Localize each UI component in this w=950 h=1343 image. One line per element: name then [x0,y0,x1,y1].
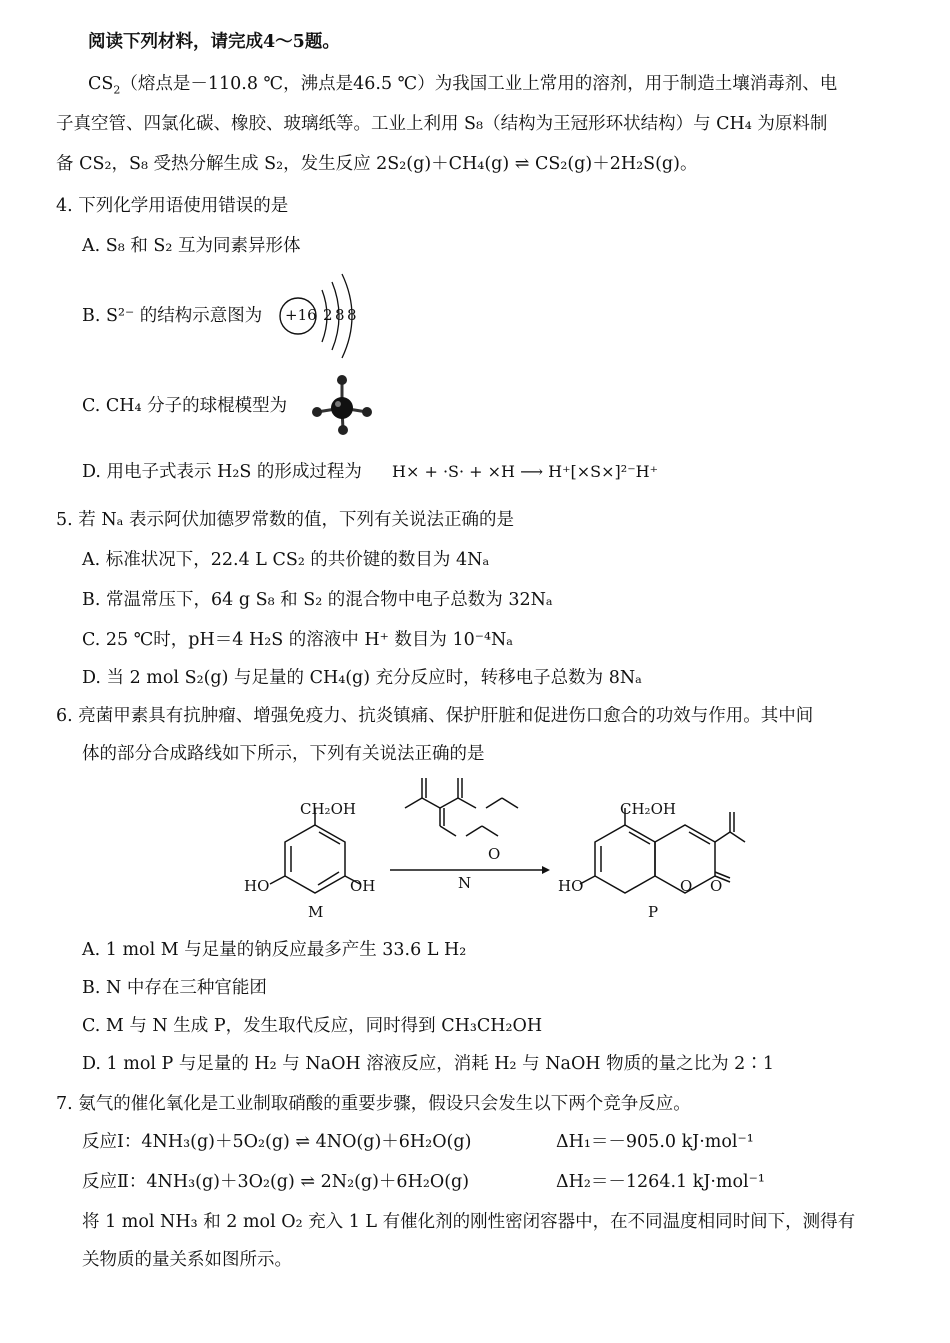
p-ring-o-label: O [680,877,693,895]
reaction-1-enthalpy: ΔH₁＝－905.0 kJ·mol⁻¹ [556,1132,754,1152]
intro-line-3: 备 CS₂，S₈ 受热分解生成 S₂，发生反应 2S₂(g)＋CH₄(g) ⇌ CS₂(g)＋2H₂S(g)。 [56,154,698,174]
compound-n-structure [405,778,518,836]
q4-option-d: D. 用电子式表示 H₂S 的形成过程为 [82,462,362,482]
q7-paragraph-line-1: 将 1 mol NH₃ 和 2 mol O₂ 充入 1 L 有催化剂的刚性密闭容器中，在不同温度相同时间下，测得有 [82,1212,856,1232]
methane-ball-stick-model [305,372,385,438]
m-oh-label: OH [350,877,376,895]
shell-3-count: 8 [347,306,357,324]
shell-2-count: 8 [335,306,345,324]
compound-m-structure [270,808,360,893]
reaction-2-enthalpy: ΔH₂＝－1264.1 kJ·mol⁻¹ [556,1172,765,1192]
q6-option-a: A. 1 mol M 与足量的钠反应最多产生 33.6 L H₂ [82,940,467,960]
q4-stem: 4. 下列化学用语使用错误的是 [56,196,289,216]
n-ether-o-label: O [488,845,501,863]
q6-stem-line-2: 体的部分合成路线如下所示，下列有关说法正确的是 [82,744,485,764]
q5-option-d: D. 当 2 mol S₂(g) 与足量的 CH₄(g) 充分反应时，转移电子总数为 8Nₐ [82,668,642,688]
p-ho-label: HO [558,877,584,895]
m-ch2oh-label: CH₂OH [300,800,356,818]
p-carbonyl-o-label: O [710,877,723,895]
h2s-electron-formula: H× + ·S· + ×H ⟶ H⁺[×S×]²⁻H⁺ [392,462,659,481]
q6-option-d: D. 1 mol P 与足量的 H₂ 与 NaOH 溶液反应，消耗 H₂ 与 NaOH 物质的量之比为 2∶1 [82,1054,774,1074]
q5-option-a: A. 标准状况下，22.4 L CS₂ 的共价键的数目为 4Nₐ [82,550,490,570]
q6-option-c: C. M 与 N 生成 P，发生取代反应，同时得到 CH₃CH₂OH [82,1016,543,1036]
shell-1-count: 2 [323,306,333,324]
p-ch2oh-label: CH₂OH [620,800,676,818]
q4-option-c: C. CH₄ 分子的球棍模型为 [82,396,288,416]
q5-option-c: C. 25 ℃时，pH＝4 H₂S 的溶液中 H⁺ 数目为 10⁻⁴Nₐ [82,630,514,650]
q6-option-b: B. N 中存在三种官能团 [82,978,267,998]
compound-n-label: N [458,874,472,892]
m-ho-label: HO [244,877,270,895]
q5-stem: 5. 若 Nₐ 表示阿伏加德罗常数的值，下列有关说法正确的是 [56,510,514,530]
intro-line-1: $CS_2$（熔点是－110.8 ℃，沸点是46.5 ℃）为我国工业上常用的溶剂，用于制造土壤消毒剂、电 [88,74,838,97]
intro-line-2: 子真空管、四氯化碳、橡胶、玻璃纸等。工业上利用 S₈（结构为王冠形环状结构）与 CH₄ 为原料制 [56,114,828,134]
reaction-1-equation: 反应Ⅰ：4NH₃(g)＋5O₂(g) ⇌ 4NO(g)＋6H₂O(g) [82,1132,472,1152]
reaction-2-equation: 反应Ⅱ：4NH₃(g)＋3O₂(g) ⇌ 2N₂(g)＋6H₂O(g) [82,1172,470,1192]
compound-m-label: M [308,903,324,921]
q6-stem-line-1: 6. 亮菌甲素具有抗肿瘤、增强免疫力、抗炎镇痛、保护肝脏和促进伤口愈合的功效与作用。其中间 [56,706,814,726]
q7-paragraph-line-2: 关物质的量关系如图所示。 [82,1250,292,1270]
q4-option-b: B. S²⁻ 的结构示意图为 [82,306,263,326]
nucleus-charge: +16 [285,306,317,324]
q7-stem: 7. 氨气的催化氧化是工业制取硝酸的重要步骤，假设只会发生以下两个竞争反应。 [56,1094,691,1114]
material-heading: 阅读下列材料，请完成4～5题。 [88,32,340,52]
q4-option-a: A. S₈ 和 S₂ 互为同素异形体 [82,236,301,256]
compound-p-label: P [648,903,659,921]
q5-option-b: B. 常温常压下，64 g S₈ 和 S₂ 的混合物中电子总数为 32Nₐ [82,590,553,610]
